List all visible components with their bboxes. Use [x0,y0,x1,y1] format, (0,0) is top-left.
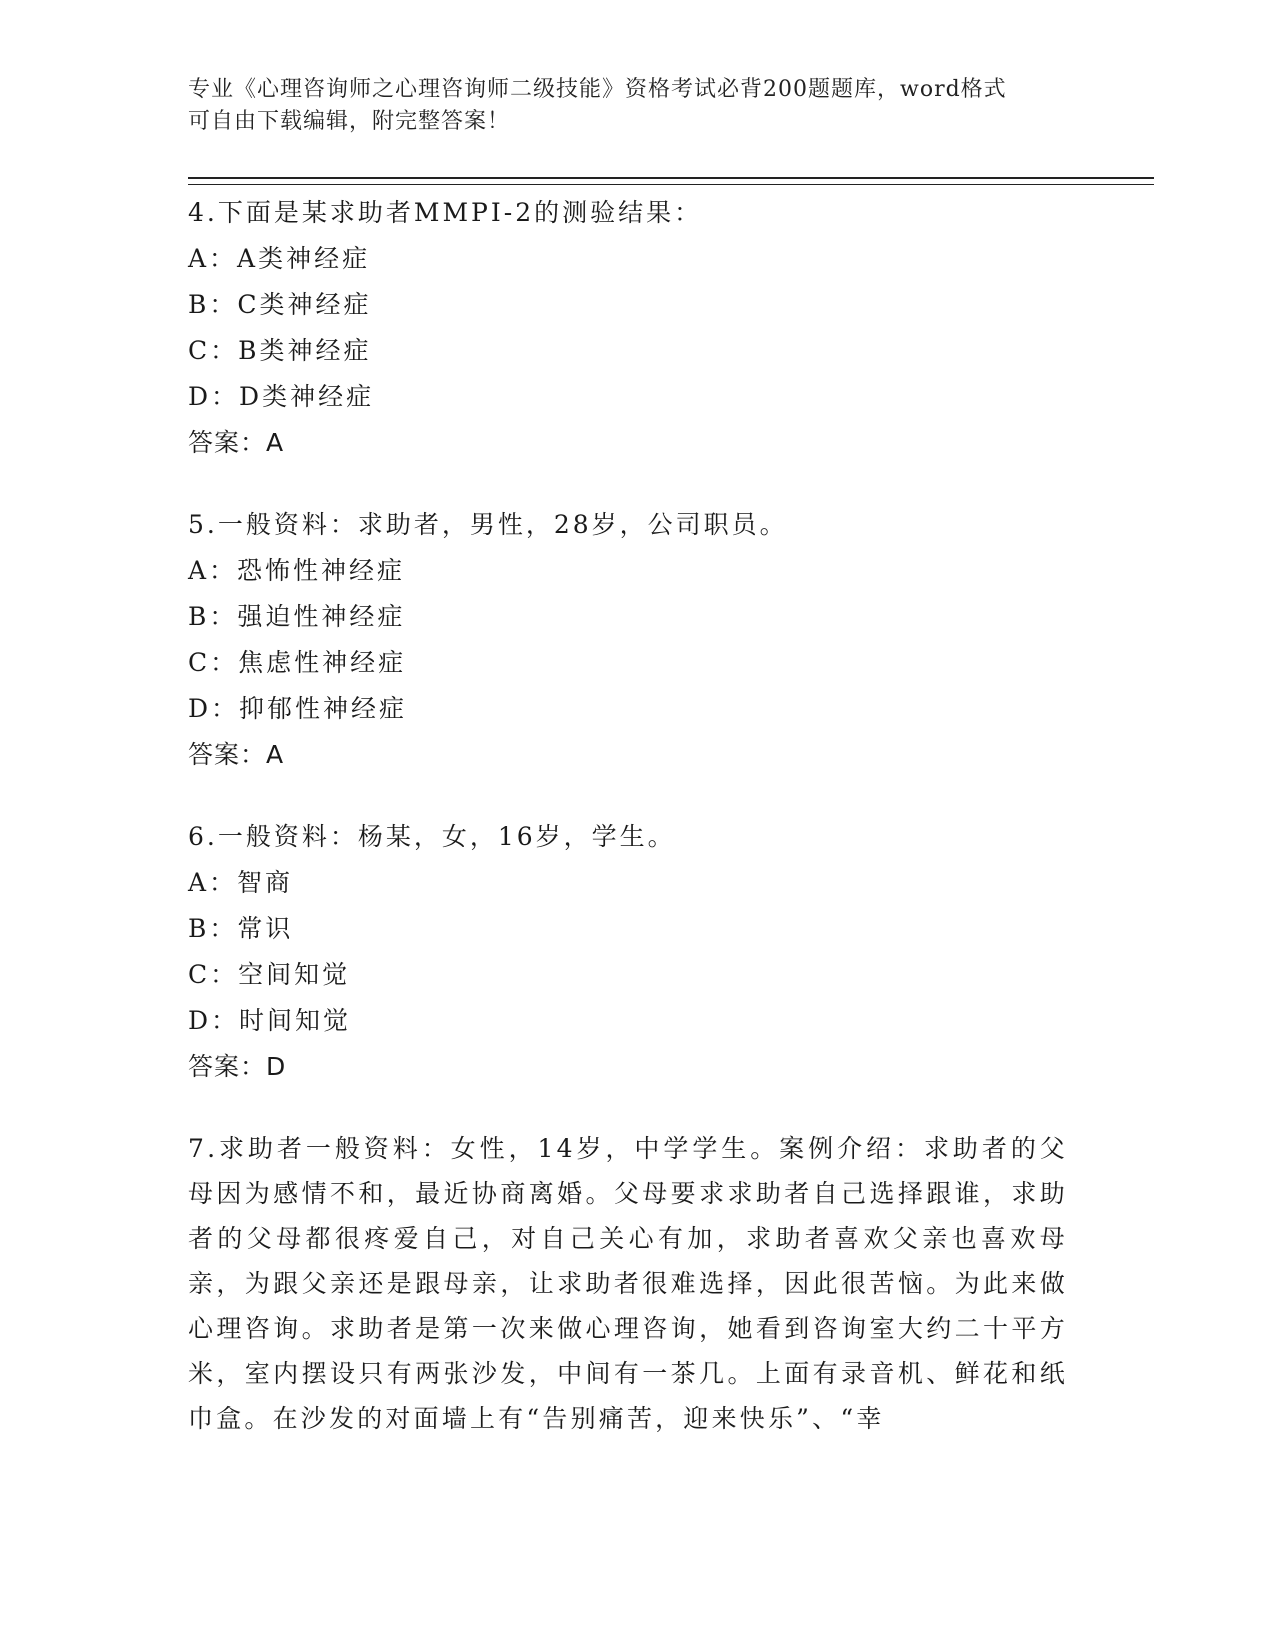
question-stem: 4.下面是某求助者MMPI-2的测验结果： [188,198,703,227]
option-a: A：A类神经症 [188,244,371,273]
option-d: D：D类神经症 [188,382,375,411]
question-6 [188,814,1068,1090]
option-a: A：恐怖性神经症 [188,556,406,585]
option-b: B：C类神经症 [188,290,372,319]
question-stem: 6.一般资料：杨某，女，16岁，学生。 [188,822,676,851]
answer-line: 答案：A [188,428,285,457]
header-line-2: 可自由下载编辑，附完整答案！ [188,109,511,134]
answer-line: 答案：A [188,740,285,769]
question-list [188,190,1068,1477]
question-body: 7.求助者一般资料：女性，14岁，中学学生。案例介绍：求助者的父母因为感情不和，最近协商离婚。父母要求求助者自己选择跟谁，求助者的父母都很疼爱自己，对自己关心有加，求助者喜欢父亲也喜欢母亲，为跟父亲还是跟母亲，让求助者很难选择，因此很苦恼。为此来做心理咨询。求助者是第一次来做心理咨询，她看到咨询室大约二十平方米，室内摆设只有两张沙发，中间有一茶几。上面有录音机、鲜花和纸巾盒。在沙发的对面墙上有“告别痛苦，迎来快乐”、“幸 [188,1134,1068,1433]
option-c: C：B类神经症 [188,336,372,365]
option-d: D：抑郁性神经症 [188,694,408,723]
header-line-1: 专业《心理咨询师之心理咨询师二级技能》资格考试必背200题题库，word格式 [188,77,1007,102]
question-stem: 5.一般资料：求助者，男性，28岁，公司职员。 [188,510,788,539]
option-a: A：智商 [188,868,294,897]
document-header [188,74,1068,138]
option-d: D：时间知觉 [188,1006,352,1035]
question-4 [188,190,1068,466]
option-c: C：焦虑性神经症 [188,648,407,677]
answer-line: 答案：D [188,1052,287,1081]
question-7 [188,1126,1068,1441]
option-c: C：空间知觉 [188,960,351,989]
header-divider [188,177,1154,185]
option-b: B：强迫性神经症 [188,602,406,631]
option-b: B：常识 [188,914,294,943]
question-5 [188,502,1068,778]
